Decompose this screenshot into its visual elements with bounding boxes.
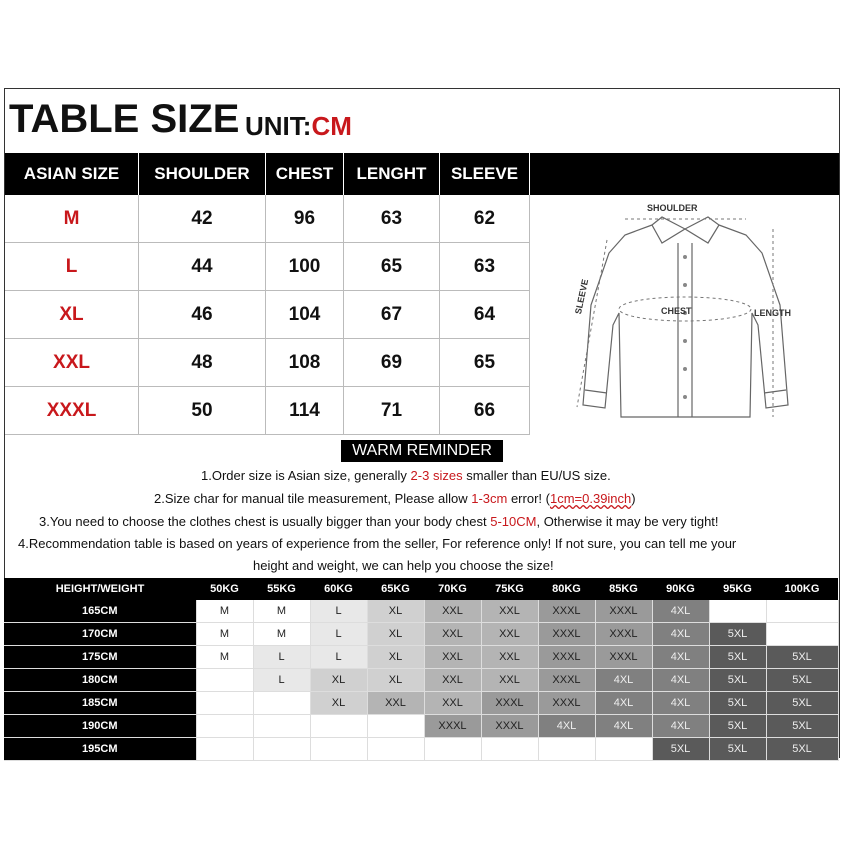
table-row (5, 291, 530, 339)
size-recommendation-cell: 4XL (652, 692, 709, 715)
size-recommendation-cell: 4XL (538, 715, 595, 738)
table-row (4, 738, 838, 761)
size-recommendation-cell (196, 715, 253, 738)
size-recommendation-cell: XXXL (538, 669, 595, 692)
length-cell: 69 (344, 339, 440, 387)
size-recommendation-cell: XXL (424, 623, 481, 646)
size-recommendation-cell: 4XL (595, 692, 652, 715)
chest-label: CHEST (661, 306, 692, 316)
size-recommendation-cell (310, 738, 367, 761)
unit-label: UNIT:CM (245, 111, 352, 141)
size-recommendation-cell: XXL (367, 692, 424, 715)
unit-value: CM (311, 111, 352, 141)
size-recommendation-cell (709, 600, 766, 623)
size-recommendation-cell: 4XL (595, 669, 652, 692)
height-label: 185CM (4, 692, 196, 715)
height-label: 175CM (4, 646, 196, 669)
table-row (4, 600, 838, 623)
size-recommendation-cell: XXXL (595, 600, 652, 623)
height-label: 170CM (4, 623, 196, 646)
title-row (5, 89, 839, 153)
size-recommendation-cell: XXL (424, 646, 481, 669)
size-recommendation-cell: XXXL (424, 715, 481, 738)
size-recommendation-cell: 5XL (709, 692, 766, 715)
size-recommendation-cell (196, 692, 253, 715)
weight-header: 70KG (424, 578, 481, 600)
size-recommendation-cell (766, 600, 838, 623)
weight-header: 65KG (367, 578, 424, 600)
reminder-line-4: 4.Recommendation table is based on years of experience from the seller, For reference only! If not sure, you can tell me your (18, 536, 737, 551)
weight-header: 80KG (538, 578, 595, 600)
size-recommendation-cell: 5XL (766, 715, 838, 738)
size-cell: L (5, 243, 139, 291)
size-recommendation-cell (424, 738, 481, 761)
size-recommendation-cell (367, 738, 424, 761)
size-recommendation-cell (367, 715, 424, 738)
size-recommendation-cell: 5XL (766, 738, 838, 761)
shoulder-label: SHOULDER (647, 203, 698, 213)
size-recommendation-cell (595, 738, 652, 761)
size-recommendation-cell: XXL (481, 669, 538, 692)
size-recommendation-cell: XXXL (538, 692, 595, 715)
size-recommendation-cell: XXL (424, 600, 481, 623)
size-recommendation-cell: 5XL (709, 715, 766, 738)
header-band (525, 153, 839, 195)
size-recommendation-cell: L (253, 669, 310, 692)
shoulder-cell: 44 (139, 243, 266, 291)
sleeve-cell: 64 (440, 291, 530, 339)
size-recommendation-cell: XL (367, 669, 424, 692)
weight-header: 55KG (253, 578, 310, 600)
col-shoulder: SHOULDER (139, 153, 266, 195)
table-row (4, 669, 838, 692)
sleeve-cell: 66 (440, 387, 530, 435)
table-row (5, 339, 530, 387)
size-recommendation-cell: M (196, 646, 253, 669)
length-cell: 63 (344, 195, 440, 243)
size-recommendation-cell: XXL (481, 646, 538, 669)
size-recommendation-cell: M (196, 600, 253, 623)
size-recommendation-cell: 5XL (652, 738, 709, 761)
size-recommendation-cell (196, 669, 253, 692)
size-recommendation-cell: 4XL (652, 623, 709, 646)
size-recommendation-cell (253, 715, 310, 738)
size-cell: XXXL (5, 387, 139, 435)
size-recommendation-cell: XXXL (538, 646, 595, 669)
size-recommendation-cell: XL (310, 692, 367, 715)
size-recommendation-cell (310, 715, 367, 738)
size-cell: XXL (5, 339, 139, 387)
height-label: 190CM (4, 715, 196, 738)
size-recommendation-cell: XXL (424, 669, 481, 692)
table-row (4, 715, 838, 738)
chest-cell: 114 (266, 387, 344, 435)
height-label: 195CM (4, 738, 196, 761)
size-recommendation-cell (538, 738, 595, 761)
weight-header: 90KG (652, 578, 709, 600)
size-recommendation-cell: XXXL (595, 623, 652, 646)
size-recommendation-cell: L (310, 600, 367, 623)
page-title: TABLE SIZE (9, 97, 240, 141)
size-recommendation-cell (253, 692, 310, 715)
size-recommendation-cell: 5XL (766, 646, 838, 669)
size-recommendation-cell: XXXL (481, 692, 538, 715)
height-label: 165CM (4, 600, 196, 623)
shoulder-cell: 46 (139, 291, 266, 339)
shoulder-cell: 50 (139, 387, 266, 435)
size-recommendation-cell: 5XL (709, 623, 766, 646)
size-recommendation-cell: XL (310, 669, 367, 692)
table-row (5, 195, 530, 243)
length-cell: 65 (344, 243, 440, 291)
weight-header: 75KG (481, 578, 538, 600)
size-recommendation-cell: 5XL (709, 738, 766, 761)
size-recommendation-cell: 5XL (709, 669, 766, 692)
size-recommendation-cell: M (196, 623, 253, 646)
reminder-line-2: 2.Size char for manual tile measurement, Please allow 1-3cm error! (1cm=0.39inch) (154, 491, 636, 506)
size-recommendation-cell (766, 623, 838, 646)
hw-header-row (4, 578, 838, 600)
size-table-header (5, 153, 530, 195)
size-recommendation-cell: XXXL (538, 623, 595, 646)
size-recommendation-cell: XXXL (538, 600, 595, 623)
weight-header: 85KG (595, 578, 652, 600)
size-recommendation-cell: XL (367, 646, 424, 669)
size-recommendation-cell: XL (367, 623, 424, 646)
shirt-measurement-diagram (525, 195, 839, 433)
chest-cell: 100 (266, 243, 344, 291)
sleeve-cell: 65 (440, 339, 530, 387)
weight-header: 95KG (709, 578, 766, 600)
height-label: 180CM (4, 669, 196, 692)
reminder-line-1: 1.Order size is Asian size, generally 2-3 sizes smaller than EU/US size. (201, 468, 611, 483)
size-recommendation-cell: 4XL (595, 715, 652, 738)
size-recommendation-cell: 5XL (709, 646, 766, 669)
weight-header: 100KG (766, 578, 838, 600)
size-table (5, 153, 530, 435)
col-lenght: LENGHT (344, 153, 440, 195)
size-recommendation-cell: 4XL (652, 669, 709, 692)
chest-cell: 104 (266, 291, 344, 339)
reminder-line-4-cont: height and weight, we can help you choose the size! (253, 558, 554, 573)
size-recommendation-cell: M (253, 623, 310, 646)
sleeve-cell: 62 (440, 195, 530, 243)
warm-reminder-heading: WARM REMINDER (341, 440, 503, 462)
weight-header: 50KG (196, 578, 253, 600)
size-recommendation-cell: 5XL (766, 692, 838, 715)
size-recommendation-cell: XXXL (481, 715, 538, 738)
size-recommendation-cell: XXXL (595, 646, 652, 669)
col-asian-size: ASIAN SIZE (5, 153, 139, 195)
size-recommendation-cell: XXL (424, 692, 481, 715)
size-recommendation-cell: 4XL (652, 646, 709, 669)
size-recommendation-cell (253, 738, 310, 761)
table-row (4, 692, 838, 715)
size-cell: XL (5, 291, 139, 339)
length-cell: 67 (344, 291, 440, 339)
size-recommendation-cell (196, 738, 253, 761)
col-chest: CHEST (266, 153, 344, 195)
size-recommendation-cell: XXL (481, 623, 538, 646)
col-sleeve: SLEEVE (440, 153, 530, 195)
table-row (5, 387, 530, 435)
size-recommendation-cell: 5XL (766, 669, 838, 692)
size-cell: M (5, 195, 139, 243)
hw-corner: HEIGHT/WEIGHT (4, 578, 196, 600)
size-recommendation-cell: 4XL (652, 600, 709, 623)
length-cell: 71 (344, 387, 440, 435)
size-recommendation-cell: XL (367, 600, 424, 623)
shoulder-cell: 42 (139, 195, 266, 243)
table-row (5, 243, 530, 291)
chest-cell: 96 (266, 195, 344, 243)
length-label: LENGTH (754, 308, 791, 318)
sleeve-cell: 63 (440, 243, 530, 291)
size-recommendation-cell: XXL (481, 600, 538, 623)
table-row (4, 623, 838, 646)
sleeve-label: SLEEVE (573, 278, 591, 316)
size-recommendation-cell: L (310, 623, 367, 646)
table-row (4, 646, 838, 669)
size-recommendation-cell: M (253, 600, 310, 623)
shoulder-cell: 48 (139, 339, 266, 387)
size-recommendation-cell (481, 738, 538, 761)
reminder-line-3: 3.You need to choose the clothes chest is usually bigger than your body chest 5-10CM, Otherwise it may be very tight! (39, 514, 719, 529)
size-recommendation-cell: L (310, 646, 367, 669)
size-recommendation-cell: L (253, 646, 310, 669)
chest-cell: 108 (266, 339, 344, 387)
height-weight-table (4, 578, 839, 761)
weight-header: 60KG (310, 578, 367, 600)
size-recommendation-cell: 4XL (652, 715, 709, 738)
